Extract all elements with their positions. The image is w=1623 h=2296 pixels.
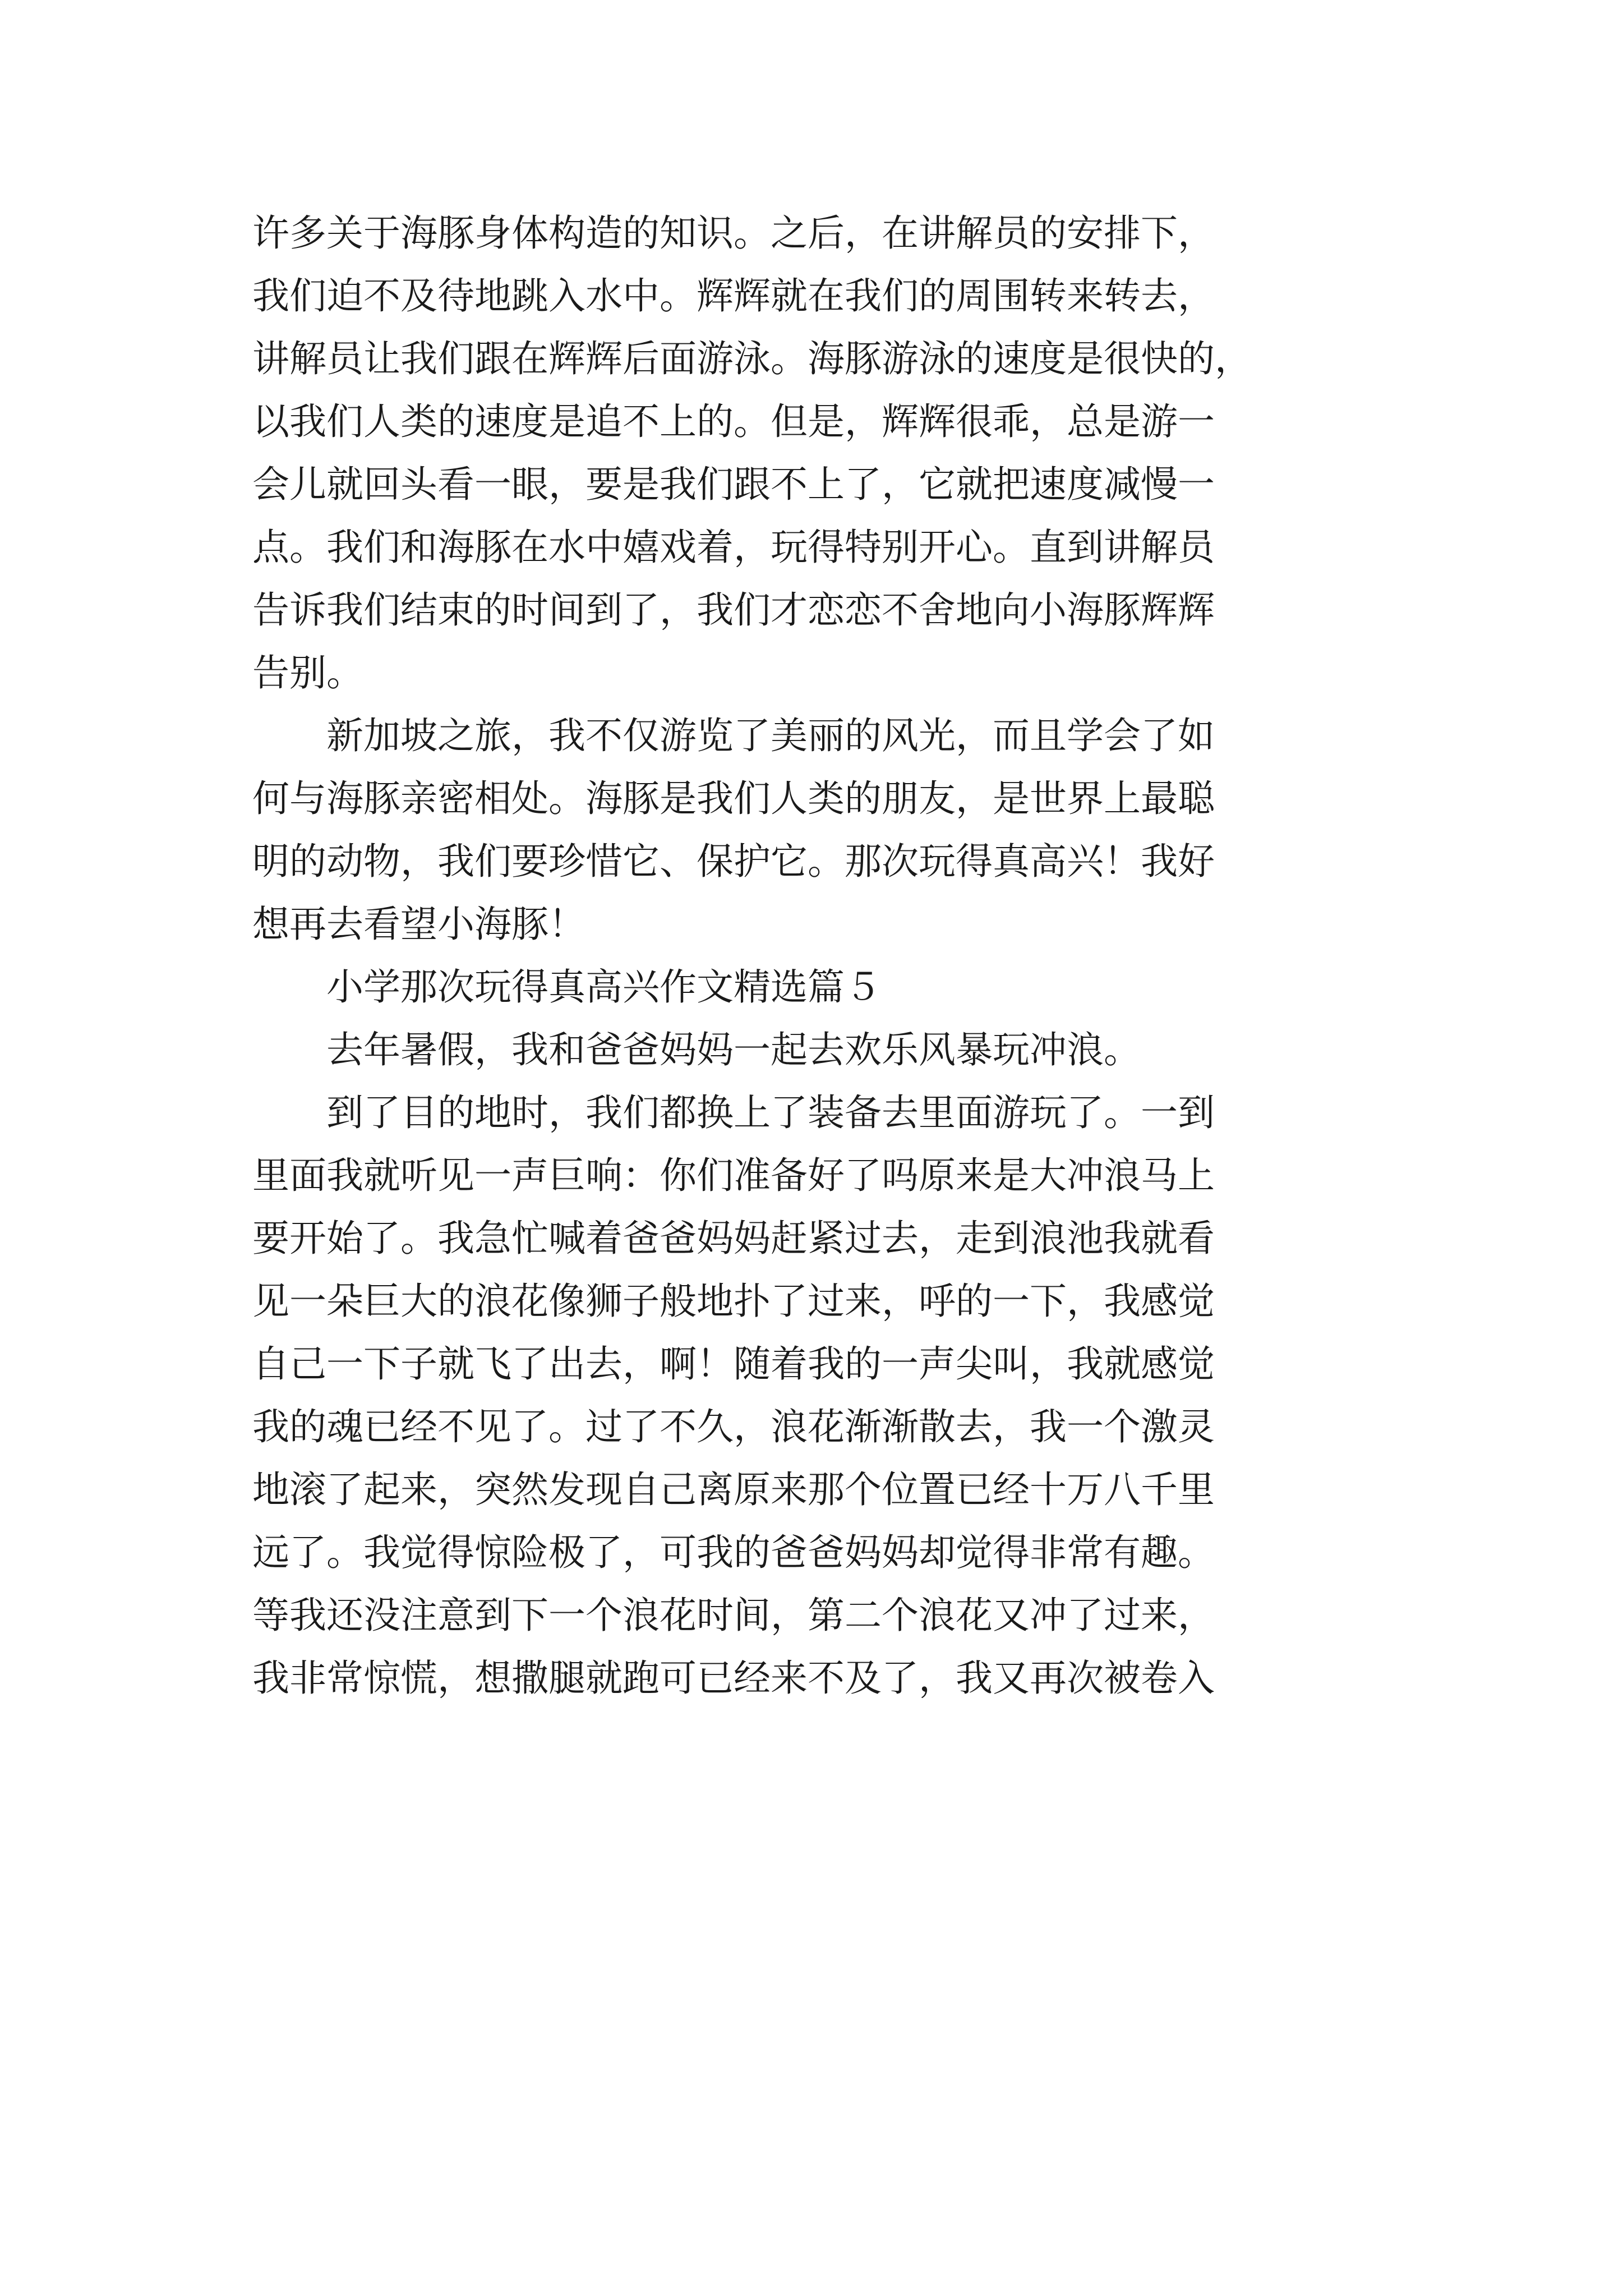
text-line: 告别。 <box>252 651 363 694</box>
text-line: 许多关于海豚身体构造的知识。之后，在讲解员的安排下， <box>252 211 1215 255</box>
text-line: 等我还没注意到下一个浪花时间，第二个浪花又冲了过来， <box>252 1594 1215 1637</box>
text-line: 地滚了起来，突然发现自己离原来那个位置已经十万八千里 <box>252 1468 1215 1511</box>
text-line: 以我们人类的速度是追不上的。但是，辉辉很乖，总是游一 <box>252 400 1215 443</box>
section-heading: 小学那次玩得真高兴作文精选篇５ <box>326 965 882 1009</box>
paragraph-start-line: 到了目的地时，我们都换上了装备去里面游玩了。一到 <box>326 1091 1215 1134</box>
text-line: 见一朵巨大的浪花像狮子般地扑了过来，呼的一下，我感觉 <box>252 1280 1215 1323</box>
text-line: 告诉我们结束的时间到了，我们才恋恋不舍地向小海豚辉辉 <box>252 588 1215 632</box>
text-line: 我非常惊慌，想撒腿就跑可已经来不及了，我又再次被卷入 <box>252 1657 1215 1700</box>
text-line: 远了。我觉得惊险极了，可我的爸爸妈妈却觉得非常有趣。 <box>252 1531 1215 1574</box>
text-line: 要开始了。我急忙喊着爸爸妈妈赶紧过去，走到浪池我就看 <box>252 1217 1215 1260</box>
text-line: 想再去看望小海豚！ <box>252 903 585 946</box>
article-body <box>252 202 1436 1710</box>
text-line: 讲解员让我们跟在辉辉后面游泳。海豚游泳的速度是很快的， <box>252 337 1252 380</box>
text-line: 点。我们和海豚在水中嬉戏着，玩得特别开心。直到讲解员 <box>252 526 1215 569</box>
text-line: 里面我就听见一声巨响：你们准备好了吗原来是大冲浪马上 <box>252 1154 1215 1197</box>
text-line: 会儿就回头看一眼，要是我们跟不上了，它就把速度减慢一 <box>252 463 1215 506</box>
text-line: 自己一下子就飞了出去，啊！随着我的一声尖叫，我就感觉 <box>252 1342 1215 1386</box>
text-line: 我的魂已经不见了。过了不久，浪花渐渐散去，我一个激灵 <box>252 1405 1215 1448</box>
text-line: 何与海豚亲密相处。海豚是我们人类的朋友，是世界上最聪 <box>252 777 1215 820</box>
text-line: 明的动物，我们要珍惜它、保护它。那次玩得真高兴！我好 <box>252 840 1215 883</box>
paragraph-start-line: 去年暑假，我和爸爸妈妈一起去欢乐风暴玩冲浪。 <box>326 1028 1141 1071</box>
text-line: 我们迫不及待地跳入水中。辉辉就在我们的周围转来转去， <box>252 274 1215 318</box>
paragraph-start-line: 新加坡之旅，我不仅游览了美丽的风光，而且学会了如 <box>326 714 1215 757</box>
